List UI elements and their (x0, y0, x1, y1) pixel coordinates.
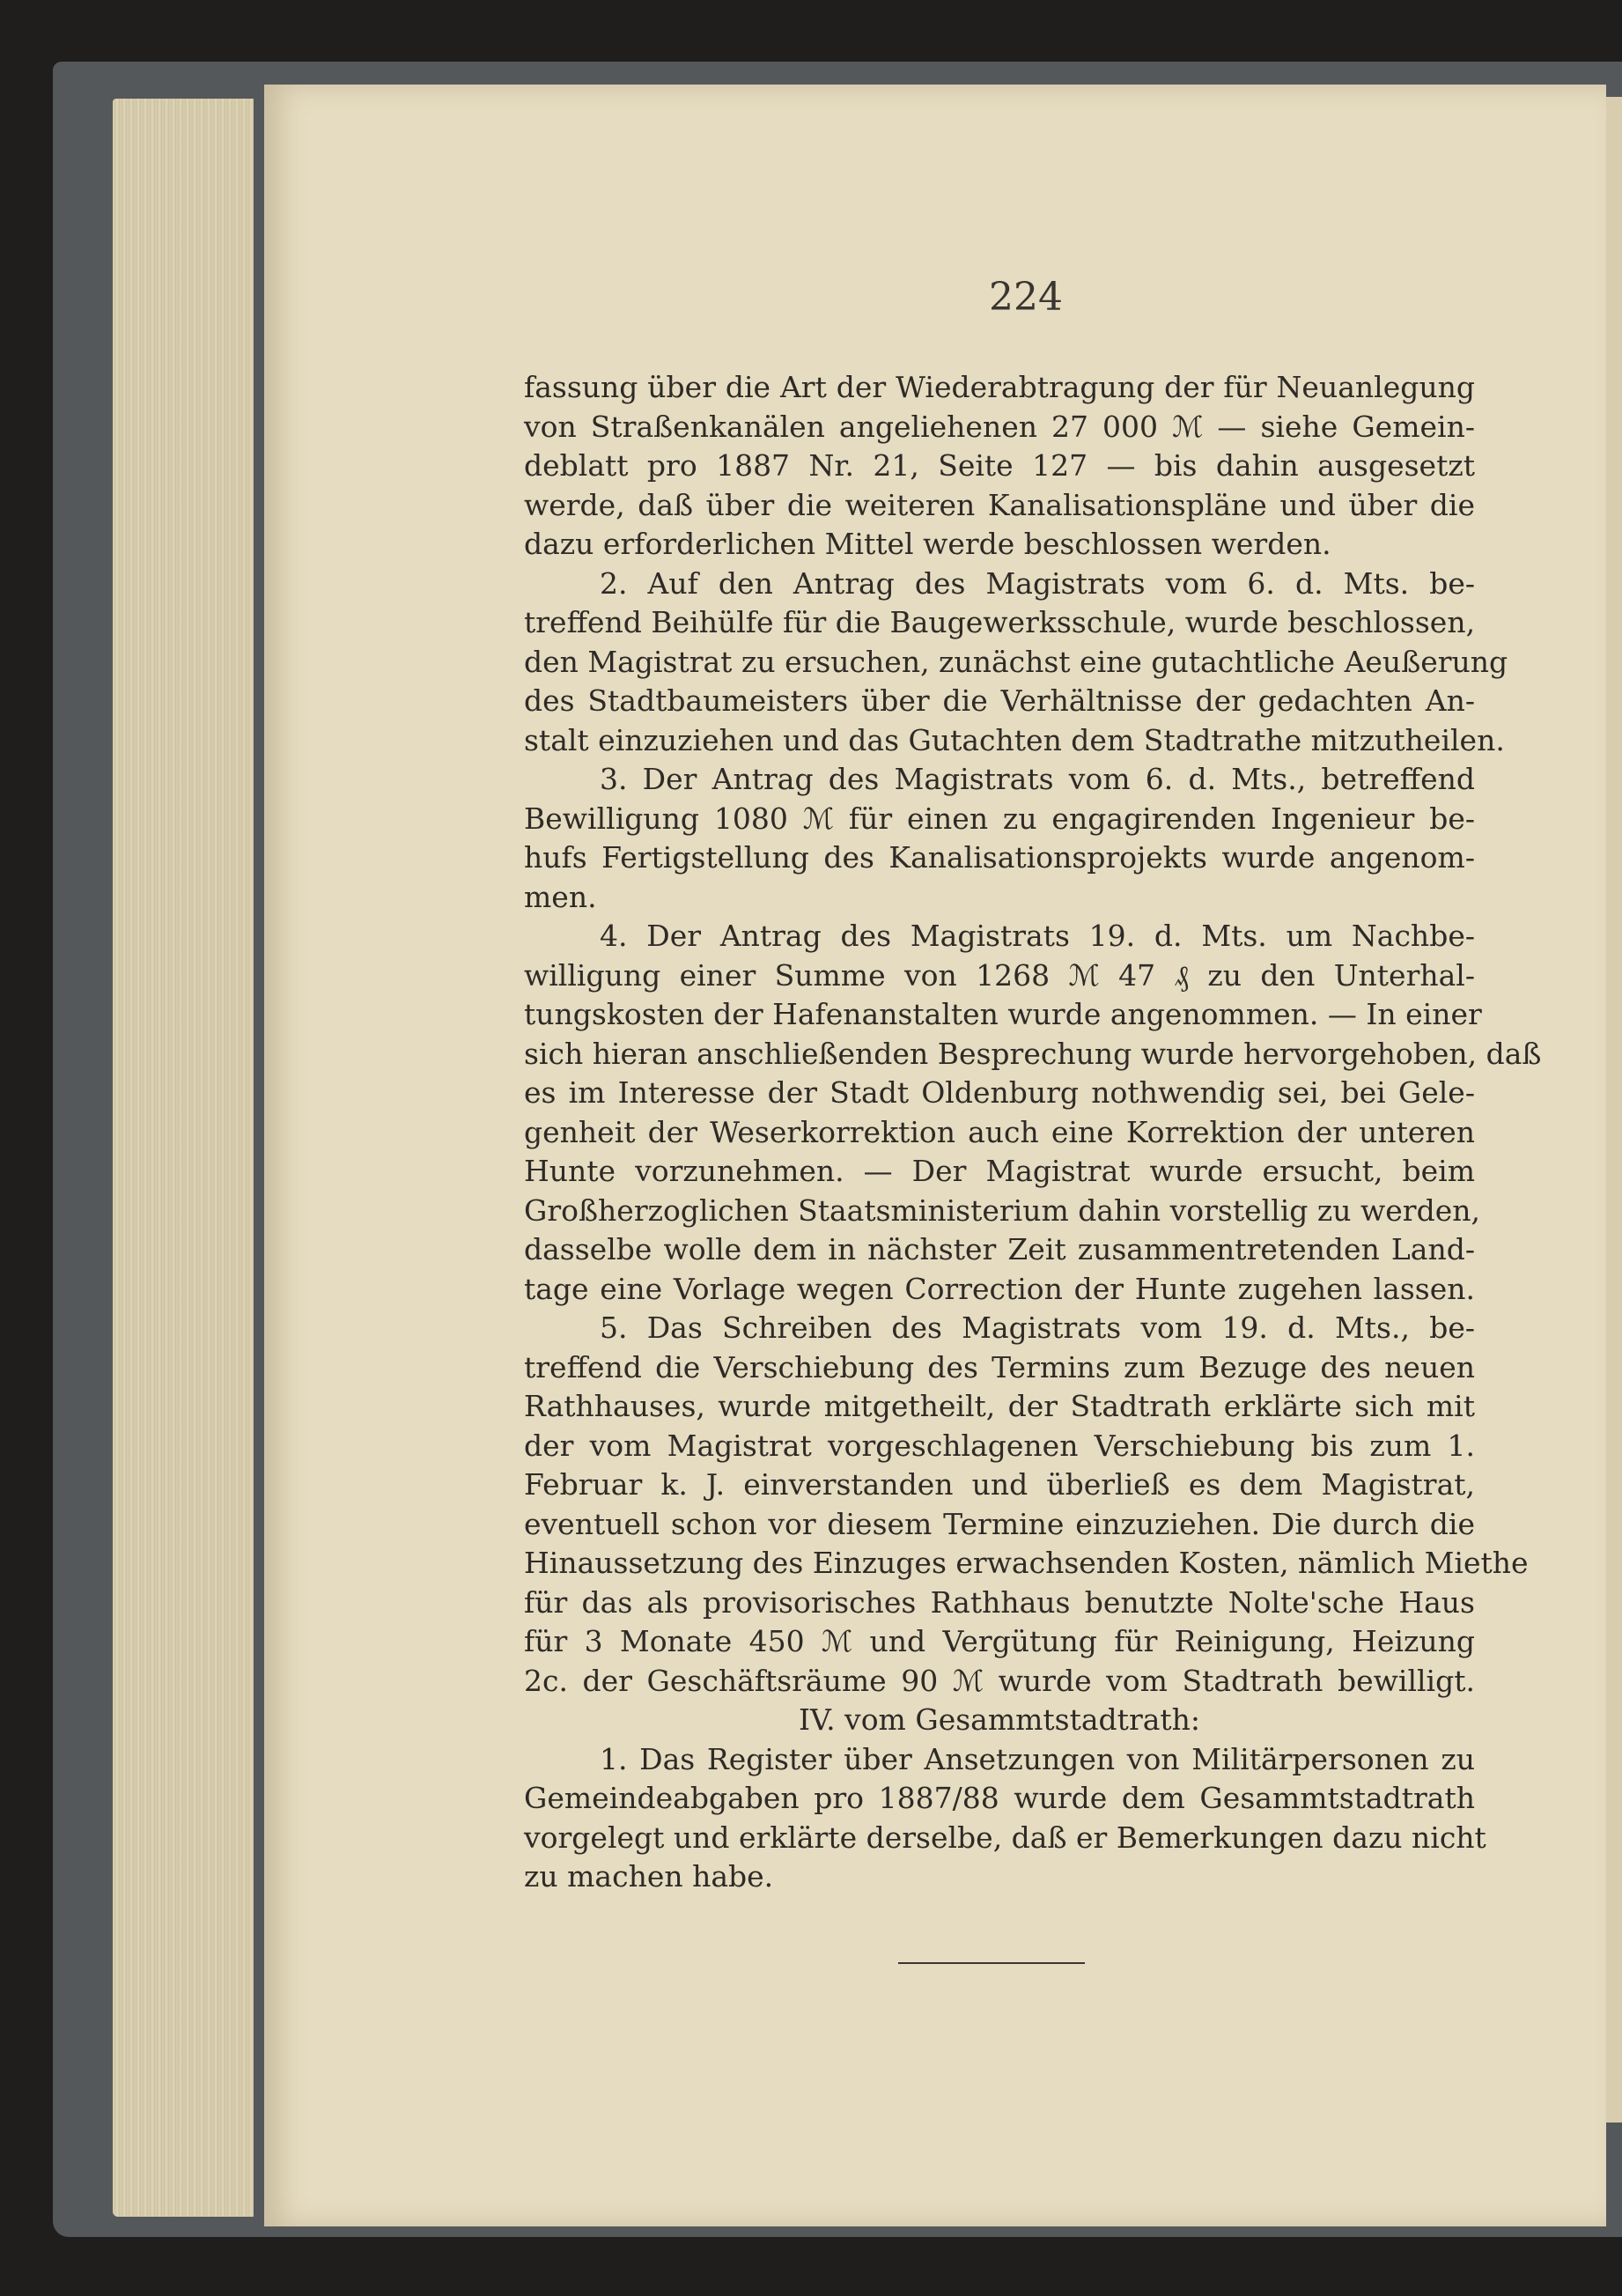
page-number: 224 (989, 275, 1063, 320)
text-line: men. (524, 879, 597, 914)
text-line: stalt einzuziehen und das Gutachten dem Stadtrathe mitzutheilen. (524, 722, 1505, 757)
text-line: es im Interesse der Stadt Oldenburg nothwendig sei, bei Gele- (524, 1075, 1475, 1110)
text-line: vorgelegt und erklärte derselbe, daß er Bemerkungen dazu nicht (524, 1820, 1486, 1855)
text-line: von Straßenkanälen angeliehenen 27 000 ℳ — siehe Gemein- (524, 409, 1475, 444)
text-line: fassung über die Art der Wiederabtragung der für Neuanlegung (524, 370, 1475, 404)
section-divider (898, 1962, 1085, 1964)
text-line: genheit der Weserkorrektion auch eine Korrektion der unteren (524, 1114, 1475, 1149)
page-edges (113, 99, 254, 2217)
text-line: Hinaussetzung des Einzuges erwachsenden Kosten, nämlich Miethe (524, 1546, 1529, 1580)
text-line: willigung einer Summe von 1268 ℳ 47 ₰ zu den Unterhal- (524, 957, 1475, 993)
text-line: für das als provisorisches Rathhaus benutzte Nolte'sche Haus (524, 1584, 1475, 1620)
text-line: treffend die Verschiebung des Termins zum Bezuge des neuen (524, 1349, 1475, 1384)
text-line: des Stadtbaumeisters über die Verhältnisse der gedachten An- (524, 683, 1475, 718)
text-line: dazu erforderlichen Mittel werde beschlossen werden. (524, 527, 1331, 561)
text-line: Februar k. J. einverstanden und überließ es dem Magistrat, (524, 1467, 1475, 1502)
text-line: Gemeindeabgaben pro 1887/88 wurde dem Gesammtstadtrath (524, 1781, 1475, 1815)
text-line: 2c. der Geschäftsräume 90 ℳ wurde vom Stadtrath bewilligt. (524, 1663, 1475, 1698)
text-line: 2. Auf den Antrag des Magistrats vom 6. d. Mts. be- (600, 565, 1475, 601)
text-line: Großherzoglichen Staatsministerium dahin vorstellig zu werden, (524, 1192, 1480, 1228)
text-line: 3. Der Antrag des Magistrats vom 6. d. Mts., betreffend (600, 762, 1475, 796)
text-line: deblatt pro 1887 Nr. 21, Seite 127 — bis dahin ausgesetzt (524, 448, 1475, 483)
text-line: 5. Das Schreiben des Magistrats vom 19. d. Mts., be- (600, 1310, 1475, 1345)
text-line: Bewilligung 1080 ℳ für einen zu engagirenden Ingenieur be- (524, 801, 1475, 836)
text-line: 1. Das Register über Ansetzungen von Militärpersonen zu (600, 1741, 1475, 1776)
text-line: tage eine Vorlage wegen Correction der Hunte zugehen lassen. (524, 1271, 1475, 1306)
section-heading: IV. vom Gesammtstadtrath: (798, 1702, 1201, 1737)
page-text (524, 368, 1542, 1897)
text-line: tungskosten der Hafenanstalten wurde angenommen. — In einer (524, 997, 1482, 1031)
text-line: werde, daß über die weiteren Kanalisationspläne und über die (524, 487, 1475, 522)
text-line: Rathhauses, wurde mitgetheilt, der Stadtrath erklärte sich mit (524, 1389, 1475, 1423)
text-line: hufs Fertigstellung des Kanalisationsprojekts wurde angenom- (524, 840, 1475, 875)
text-line: zu machen habe. (524, 1859, 774, 1894)
text-line: sich hieran anschließenden Besprechung wurde hervorgehoben, daß (524, 1036, 1542, 1071)
text-line: für 3 Monate 450 ℳ und Vergütung für Reinigung, Heizung (524, 1624, 1475, 1658)
text-line: den Magistrat zu ersuchen, zunächst eine gutachtliche Aeußerung (524, 644, 1508, 679)
text-line: Hunte vorzunehmen. — Der Magistrat wurde ersucht, beim (524, 1154, 1475, 1188)
text-line: 4. Der Antrag des Magistrats 19. d. Mts. um Nachbe- (600, 919, 1475, 953)
text-line: treffend Beihülfe für die Baugewerksschule, wurde beschlossen, (524, 605, 1476, 639)
text-line: der vom Magistrat vorgeschlagenen Verschiebung bis zum 1. (524, 1428, 1475, 1463)
text-line: dasselbe wolle dem in nächster Zeit zusammentretenden Land- (524, 1232, 1475, 1266)
text-line: eventuell schon vor diesem Termine einzuziehen. Die durch die (524, 1506, 1475, 1541)
